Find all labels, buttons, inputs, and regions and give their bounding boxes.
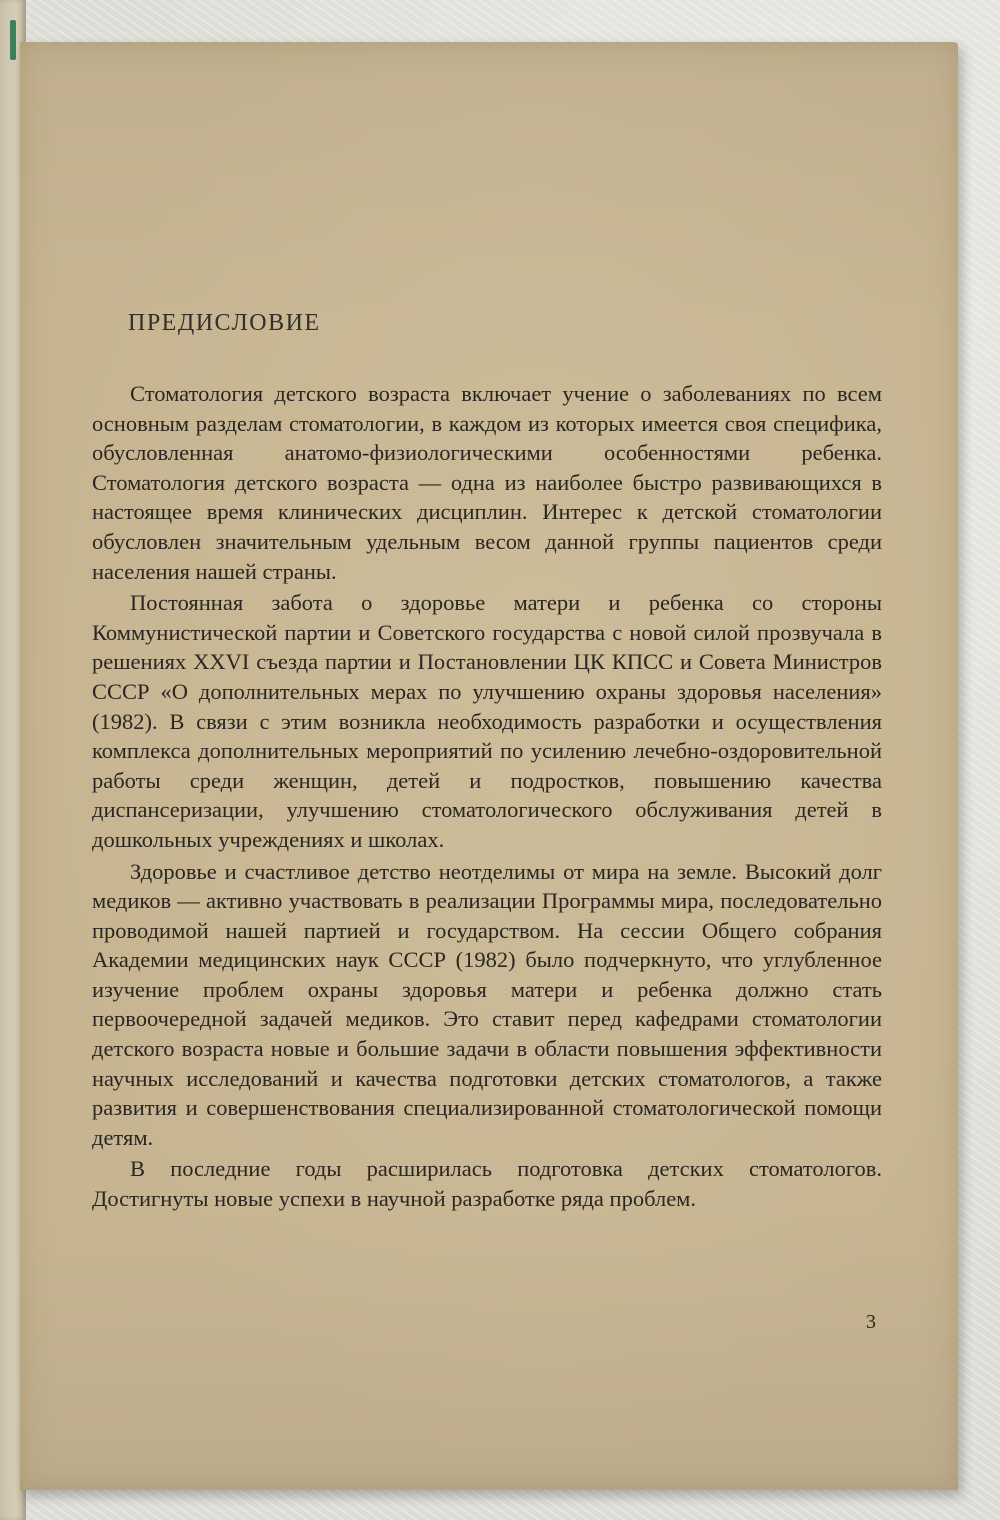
paragraph-2: Постоянная забота о здоровье матери и ребенка со стороны Коммунистической партии и Советского государства с новой силой прозвучала в решениях XXVI съезда партии и Постановлении ЦК КПСС и Совета Министров СССР «О дополнительных мерах по улучшению охраны здоровья населения» (1982). В связи с этим возникла необходимость разработки и осуществления комплекса дополнительных мероприятий по усилению лечебно-оздоровительной работы среди женщин, детей и подростков, повышению качества диспансеризации, улучшению стоматологического обслуживания детей в дошкольных учреждениях и школах. [92, 590, 882, 852]
page-number: 3 [866, 1311, 876, 1333]
paragraph-4: В последние годы расширилась подготовка детских стоматологов. Достигнуты новые успехи в научной разработке ряда проблем. [92, 1156, 882, 1212]
page-heading: ПРЕДИСЛОВИЕ [128, 310, 321, 336]
page-text-block [92, 310, 882, 1216]
paragraph-1: Стоматология детского возраста включает учение о заболеваниях по всем основным разделам стоматологии, в каждом из которых имеется своя специфика, обусловленная анатомо-физиологическими особенностями ребенка. Стоматология детского возраста — одна из наиболее быстро развивающихся в настоящее время клинических дисциплин. Интерес к детской стоматологии обусловлен значительным удельным весом данной группы пациентов среди населения нашей страны. [92, 381, 882, 584]
paragraph-3: Здоровье и счастливое детство неотделимы от мира на земле. Высокий долг медиков — активно участвовать в реализации Программы мира, последовательно проводимой нашей партией и государством. На сессии Общего собрания Академии медицинских наук СССР (1982) было подчеркнуто, что углубленное изучение проблем охраны здоровья матери и ребенка должно стать первоочередной задачей медиков. Это ставит перед кафедрами стоматологии детского возраста новые и большие задачи в области повышения эффективности научных исследований и качества подготовки детских стоматологов, а также развития и совершенствования специализированной стоматологической помощи детям. [92, 858, 882, 1150]
book-page [20, 42, 958, 1490]
